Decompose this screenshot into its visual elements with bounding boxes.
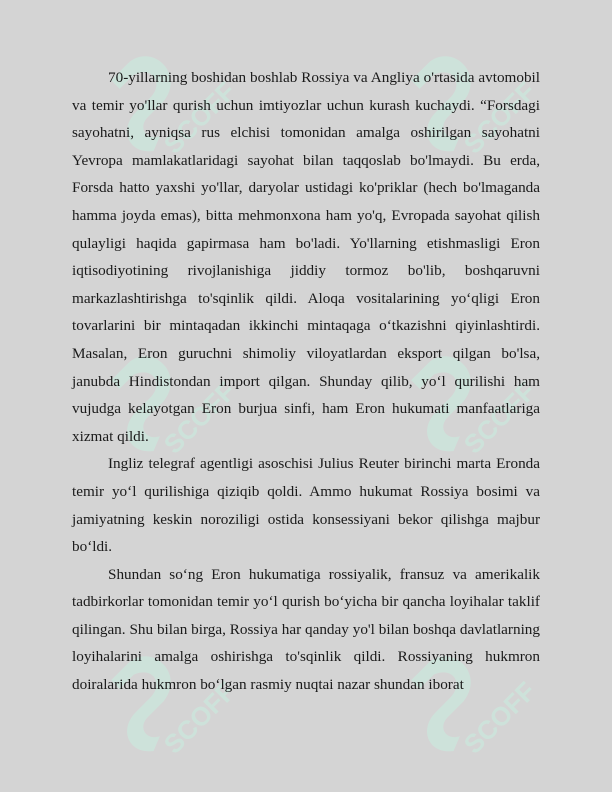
svg-text:SCOFF: SCOFF <box>157 375 242 460</box>
svg-text:SCOFF: SCOFF <box>157 75 242 160</box>
svg-text:SCOFF: SCOFF <box>457 75 542 160</box>
paragraph: Ingliz telegraf agentligi asoschisi Julius Reuter birinchi marta Eronda temir yo‘l qurilishiga qiziqib qoldi. Ammo hukumat Rossiya bosimi va jamiyatning keskin noroziligi ostida konsessiyani bekor qilishga majbur bo‘ldi. <box>72 455 540 556</box>
paragraph: Shundan so‘ng Eron hukumatiga rossiyalik, fransuz va amerikalik tadbirkorlar tomonidan temir yo‘l qurish bo‘yicha bir qancha loyihalar taklif qilingan. Shu bilan birga, Rossiya har qanday yo'l bilan boshqa davlatlarning loyihalarini amalga oshirishga to'sqinlik qildi. Rossiyaning hukmron doiralarida hukmron bo‘lgan rasmiy nuqtai nazar shundan iborat <box>72 565 540 694</box>
document-body <box>72 64 540 699</box>
svg-text:SCOFF: SCOFF <box>457 675 542 760</box>
svg-text:SCOFF: SCOFF <box>457 375 542 460</box>
paragraph: 70-yillarning boshidan boshlab Rossiya va Angliya o'rtasida avtomobil va temir yo'llar qurish uchun imtiyozlar uchun kurash kuchaydi. “Forsdagi sayohatni, ayniqsa rus elchisi tomonidan amalga oshirilgan sayohatni Yevropa mamlakatlaridagi sayohat bilan taqqoslab bo'lmaydi. Bu erda, Forsda hatto yaxshi yo'llar, daryolar ustidagi ko'priklar (hech bo'lmaganda hamma joyda emas), bitta mehmonxona ham yo'q, Evropada sayohat qilish qulayligi haqida gapirmasa ham bo'ladi. Yo'llarning etishmasligi Eron iqtisodiyotining rivojlanishiga jiddiy tormoz bo'lib, boshqaruvni markazlashtirishga to'sqinlik qildi. Aloqa vositalarining yo‘qligi Eron tovarlarini bir mintaqadan ikkinchi mintaqaga o‘tkazishni qiyinlashtirdi. Masalan, Eron guruchni shimoliy viloyatlardan eksport qilgan bo'lsa, janubda Hindistondan import qilgan. Shunday qilib, yo‘l qurilishi ham vujudga kelayotgan Eron burjua sinfi, ham Eron hukumati manfaatlariga xizmat qildi. <box>72 69 540 445</box>
svg-text:SCOFF: SCOFF <box>157 675 242 760</box>
